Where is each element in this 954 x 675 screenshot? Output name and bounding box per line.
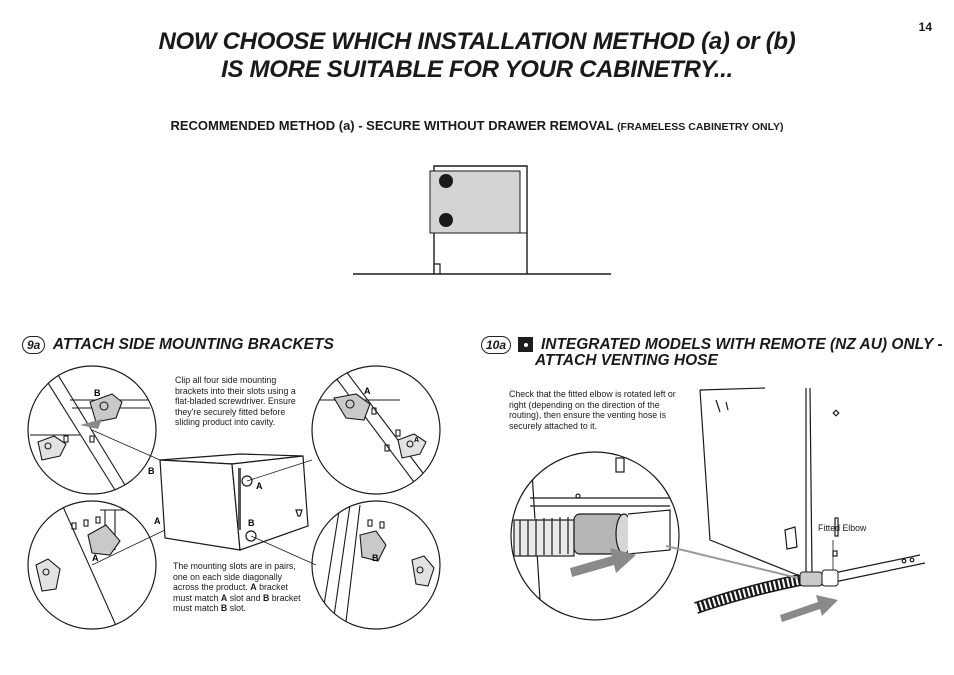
label-b: B bbox=[94, 388, 101, 398]
detail-circle-bottom-left bbox=[28, 500, 160, 630]
label-a-small: A bbox=[414, 437, 420, 444]
label-a: A bbox=[154, 516, 161, 526]
step-9a-heading: ATTACH SIDE MOUNTING BRACKETS bbox=[52, 336, 334, 353]
step-10a-badge: 10a bbox=[481, 336, 511, 354]
step-10a-note: Check that the fitted elbow is rotated left or right (depending on the direction of the routing), then ensure the venting hose is securely attached to it. bbox=[509, 389, 676, 431]
page-number: 14 bbox=[918, 20, 932, 34]
detail-circle-bottom-right bbox=[312, 501, 440, 630]
note-text: The mounting slots are in pairs, one on each side diagonally across the product. bbox=[173, 561, 296, 592]
note-text: bracket must match bbox=[173, 592, 301, 613]
venting-hose-main bbox=[696, 570, 838, 608]
note-bold-b: B bbox=[220, 603, 228, 613]
note-bold-a: A bbox=[250, 582, 257, 592]
step-10a-illustration bbox=[500, 380, 945, 640]
label-b: B bbox=[148, 466, 155, 476]
note-text: slot. bbox=[227, 603, 246, 613]
label-a: A bbox=[364, 386, 371, 396]
step-10a-heading-line-2: ATTACH VENTING HOSE bbox=[535, 352, 718, 369]
method-a-cabinet-diagram bbox=[345, 160, 620, 285]
step-9a-header bbox=[22, 336, 334, 354]
method-a-heading bbox=[0, 118, 954, 133]
screw-point-top bbox=[439, 174, 453, 188]
note-bold-b: B bbox=[262, 592, 270, 603]
detail-circle-top-right bbox=[312, 366, 440, 494]
note-bold-a: A bbox=[220, 592, 228, 603]
cabinet-kick bbox=[434, 264, 440, 274]
step-9a-note-top: Clip all four side mounting brackets into their slots using a flat-bladed screwdriver. Ensure they're securely fitted before sliding product into cavity. bbox=[175, 375, 296, 427]
step-9a-badge: 9a bbox=[22, 336, 45, 354]
note-text: slot and bbox=[227, 592, 263, 603]
remote-dot-icon bbox=[518, 337, 533, 352]
label-a: A bbox=[256, 481, 263, 491]
method-a-heading-text: RECOMMENDED METHOD (a) - SECURE WITHOUT DRAWER REMOVAL bbox=[170, 118, 614, 133]
label-b: B bbox=[372, 553, 379, 563]
product-side-view bbox=[700, 388, 925, 585]
screw-point-bottom bbox=[439, 213, 453, 227]
page-title-line-1: NOW CHOOSE WHICH INSTALLATION METHOD (a) or (b) bbox=[158, 28, 796, 55]
page-title-line-2: IS MORE SUITABLE FOR YOUR CABINETRY... bbox=[221, 56, 733, 83]
hose-ribs bbox=[514, 517, 574, 556]
method-a-subheading: (FRAMELESS CABINETRY ONLY) bbox=[617, 121, 784, 133]
label-a: A bbox=[92, 553, 99, 563]
label-b: B bbox=[248, 518, 255, 528]
arrow-main bbox=[780, 595, 838, 622]
step-9a-illustration bbox=[0, 360, 460, 640]
product-box-drawing bbox=[92, 430, 316, 565]
step-10a-heading-line-1: INTEGRATED MODELS WITH REMOTE (NZ AU) ONLY - bbox=[540, 336, 943, 353]
fitted-elbow-label: Fitted Elbow bbox=[818, 523, 867, 533]
note-text: bracket must match bbox=[173, 582, 288, 603]
